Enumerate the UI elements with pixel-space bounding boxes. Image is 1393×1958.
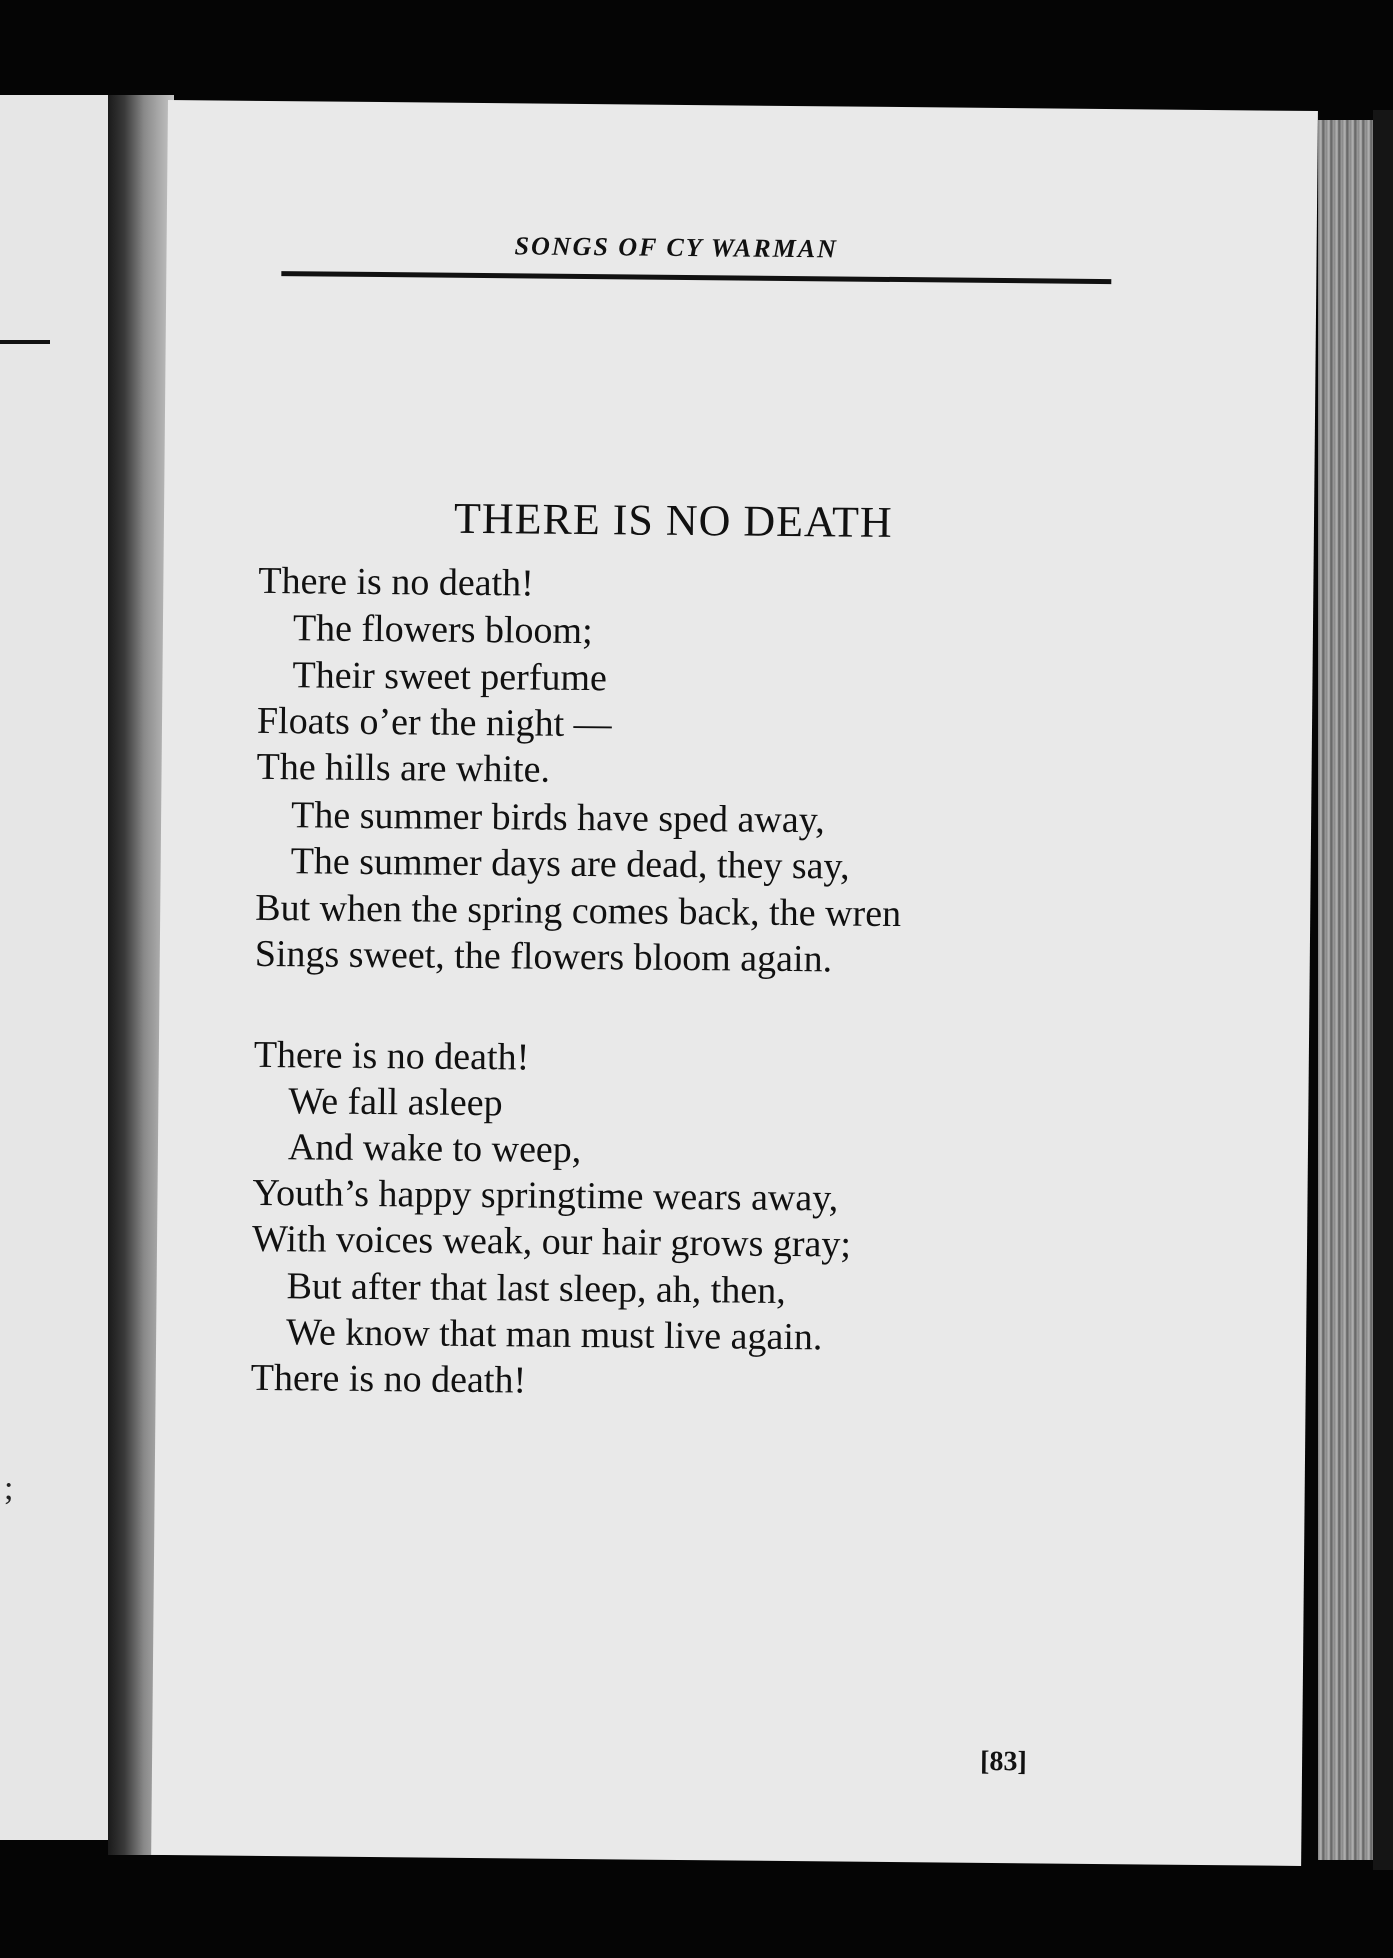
- running-head: SONGS OF CY WARMAN: [514, 231, 839, 264]
- poem-line: But after that last sleep, ah, then,: [286, 1265, 786, 1312]
- right-page: [151, 100, 1318, 1866]
- page-edge-shadow: [1373, 110, 1393, 1870]
- poem-line: But when the spring comes back, the wren: [255, 886, 902, 936]
- poem-line: Floats o’er the night —: [256, 699, 612, 746]
- poem-line: Their sweet perfume: [292, 654, 608, 700]
- left-page-rule: [0, 340, 50, 344]
- header-rule: [281, 271, 1111, 284]
- poem-line: There is no death!: [258, 559, 534, 605]
- poem-line: The summer birds have sped away,: [290, 794, 825, 842]
- poem-line: There is no death!: [253, 1033, 530, 1079]
- poem-line: The hills are white.: [256, 745, 551, 791]
- poem-line: With voices weak, our hair grows gray;: [251, 1217, 852, 1266]
- poem-line: We fall asleep: [288, 1080, 503, 1125]
- poem-line: The flowers bloom;: [292, 607, 593, 653]
- poem-line: Sings sweet, the flowers bloom again.: [254, 932, 833, 981]
- poem-line: And wake to weep,: [287, 1126, 582, 1172]
- page-number: [83]: [979, 1745, 1027, 1778]
- left-page-fragment: ;: [4, 1470, 14, 1507]
- poem-line: The summer days are dead, they say,: [290, 840, 850, 888]
- poem-line: We know that man must live again.: [285, 1311, 823, 1359]
- poem-line: There is no death!: [250, 1356, 527, 1402]
- poem-title: THERE IS NO DEATH: [453, 493, 893, 547]
- poem-line: Youth’s happy springtime wears away,: [252, 1171, 839, 1220]
